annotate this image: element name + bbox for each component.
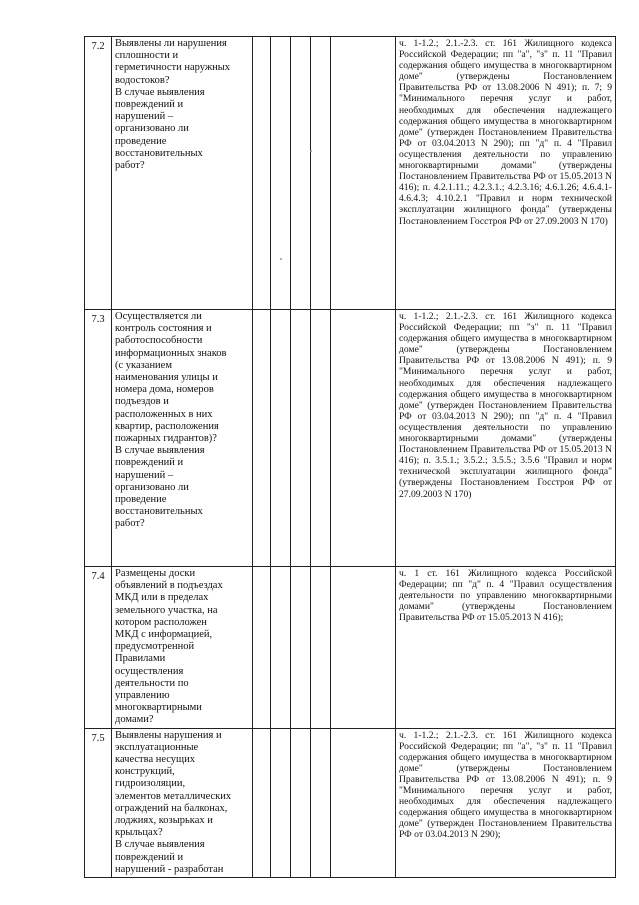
answer-cell xyxy=(253,567,271,729)
answer-cell xyxy=(271,310,291,567)
answer-cell xyxy=(311,310,331,567)
table-row xyxy=(85,728,616,877)
answer-cell xyxy=(291,310,311,567)
scan-speck xyxy=(280,258,282,260)
answer-cell xyxy=(253,310,271,567)
question-text: Выявлены нарушения и эксплуатационные качества несущих конструкций, гидроизоляции, элементов металлических ограждений на балконах, лоджиях, козырьках и крыльцах? В случае выявления повреждений и нарушений - разработан xyxy=(112,728,253,877)
item-number: 7.5 xyxy=(85,728,112,877)
legal-basis-text: ч. 1-1.2.; 2.1.-2.3. ст. 161 Жилищного кодекса Российской Федерации; пп "з" п. 11 "Правил содержания общего имущества в многоквартирном доме" (утверждены Постановлением Правительства РФ от 13.08.2006 N 491); п. 9 "Минимального перечня услуг и работ, необходимых для обеспечения надлежащего содержания общего имущества в многоквартирном доме" (утвержден Постановлением Правительства РФ от 03.04.2013 N 290); пп "д" п. 4 "Правил осуществления деятельности по управлению многоквартирными домами" (утверждены Постановлением Правительства РФ от 15.05.2013 N 416); п. 3.5.1.; 3.5.2.; 3.5.5.; 3.5.6 "Правил и норм технической эксплуатации жилищного фонда" (утверждены Постановлением Госстроя РФ от 27.09.2003 N 170) xyxy=(396,310,616,567)
answer-cell xyxy=(271,37,291,310)
answer-cell xyxy=(291,567,311,729)
answer-cell xyxy=(253,728,271,877)
comment-cell xyxy=(331,310,396,567)
table-row xyxy=(85,567,616,729)
item-number: 7.2 xyxy=(85,37,112,310)
item-number: 7.3 xyxy=(85,310,112,567)
legal-basis-text: ч. 1-1.2.; 2.1.-2.3. ст. 161 Жилищного кодекса Российской Федерации; пп "а", "з" п. 11 "Правил содержания общего имущества в многоквартирном доме" (утверждены Постановлением Правительства РФ от 13.08.2006 N 491); п. 7; 9 "Минимального перечня услуг и работ, необходимых для обеспечения надлежащего содержания общего имущества в многоквартирном доме" (утвержден Постановлением Правительства РФ от 03.04.2013 N 290); пп "д" п. 4 "Правил осуществления деятельности по управлению многоквартирными домами" (утверждены Постановлением Правительства РФ от 15.05.2013 N 416); п. 4.2.1.11.; 4.2.3.1.; 4.2.3.16; 4.6.1.26; 4.6.4.1-4.6.4.3; 4.10.2.1 "Правил и норм технической эксплуатации жилищного фонда" (утверждены Постановлением Госстроя РФ от 27.09.2003 N 170) xyxy=(396,37,616,310)
answer-cell xyxy=(291,37,311,310)
answer-cell xyxy=(271,728,291,877)
table-row xyxy=(85,310,616,567)
question-text: Осуществляется ли контроль состояния и работоспособности информационных знаков (с указанием наименования улицы и номера дома, номеров подъездов и расположенных в них квартир, расположения пожарных гидрантов)? В случае выявления повреждений и нарушений – организовано ли проведение восстановительных работ? xyxy=(112,310,253,567)
answer-cell xyxy=(311,728,331,877)
table-row xyxy=(85,37,616,310)
answer-cell xyxy=(291,728,311,877)
answer-cell xyxy=(253,37,271,310)
item-number: 7.4 xyxy=(85,567,112,729)
question-text: Размещены доски объявлений в подъездах МКД или в пределах земельного участка, на котором расположен МКД с информацией, предусмотренной Правилами осуществления деятельности по управлению многоквартирными домами? xyxy=(112,567,253,729)
answer-cell xyxy=(311,37,331,310)
comment-cell xyxy=(331,567,396,729)
legal-basis-text: ч. 1-1.2.; 2.1.-2.3. ст. 161 Жилищного кодекса Российской Федерации; пп "а", "з" п. 11 "Правил содержания общего имущества в многоквартирном доме" (утверждены Постановлением Правительства РФ от 13.08.2006 N 491); п. 9 "Минимального перечня услуг и работ, необходимых для обеспечения надлежащего содержания общего имущества в многоквартирном доме" (утвержден Постановлением Правительства РФ от 03.04.2013 N 290); xyxy=(396,728,616,877)
answer-cell xyxy=(271,567,291,729)
answer-cell xyxy=(311,567,331,729)
comment-cell xyxy=(331,728,396,877)
comment-cell xyxy=(331,37,396,310)
checklist-table xyxy=(84,36,616,878)
question-text: Выявлены ли нарушения сплошности и герметичности наружных водостоков? В случае выявления повреждений и нарушений – организовано ли проведение восстановительных работ? xyxy=(112,37,253,310)
scan-speck xyxy=(310,150,312,152)
legal-basis-text: ч. 1 ст. 161 Жилищного кодекса Российской Федерации; пп "д" п. 4 "Правил осуществления деятельности по управлению многоквартирными домами" (утверждены Постановлением Правительства РФ от 15.05.2013 N 416); xyxy=(396,567,616,729)
